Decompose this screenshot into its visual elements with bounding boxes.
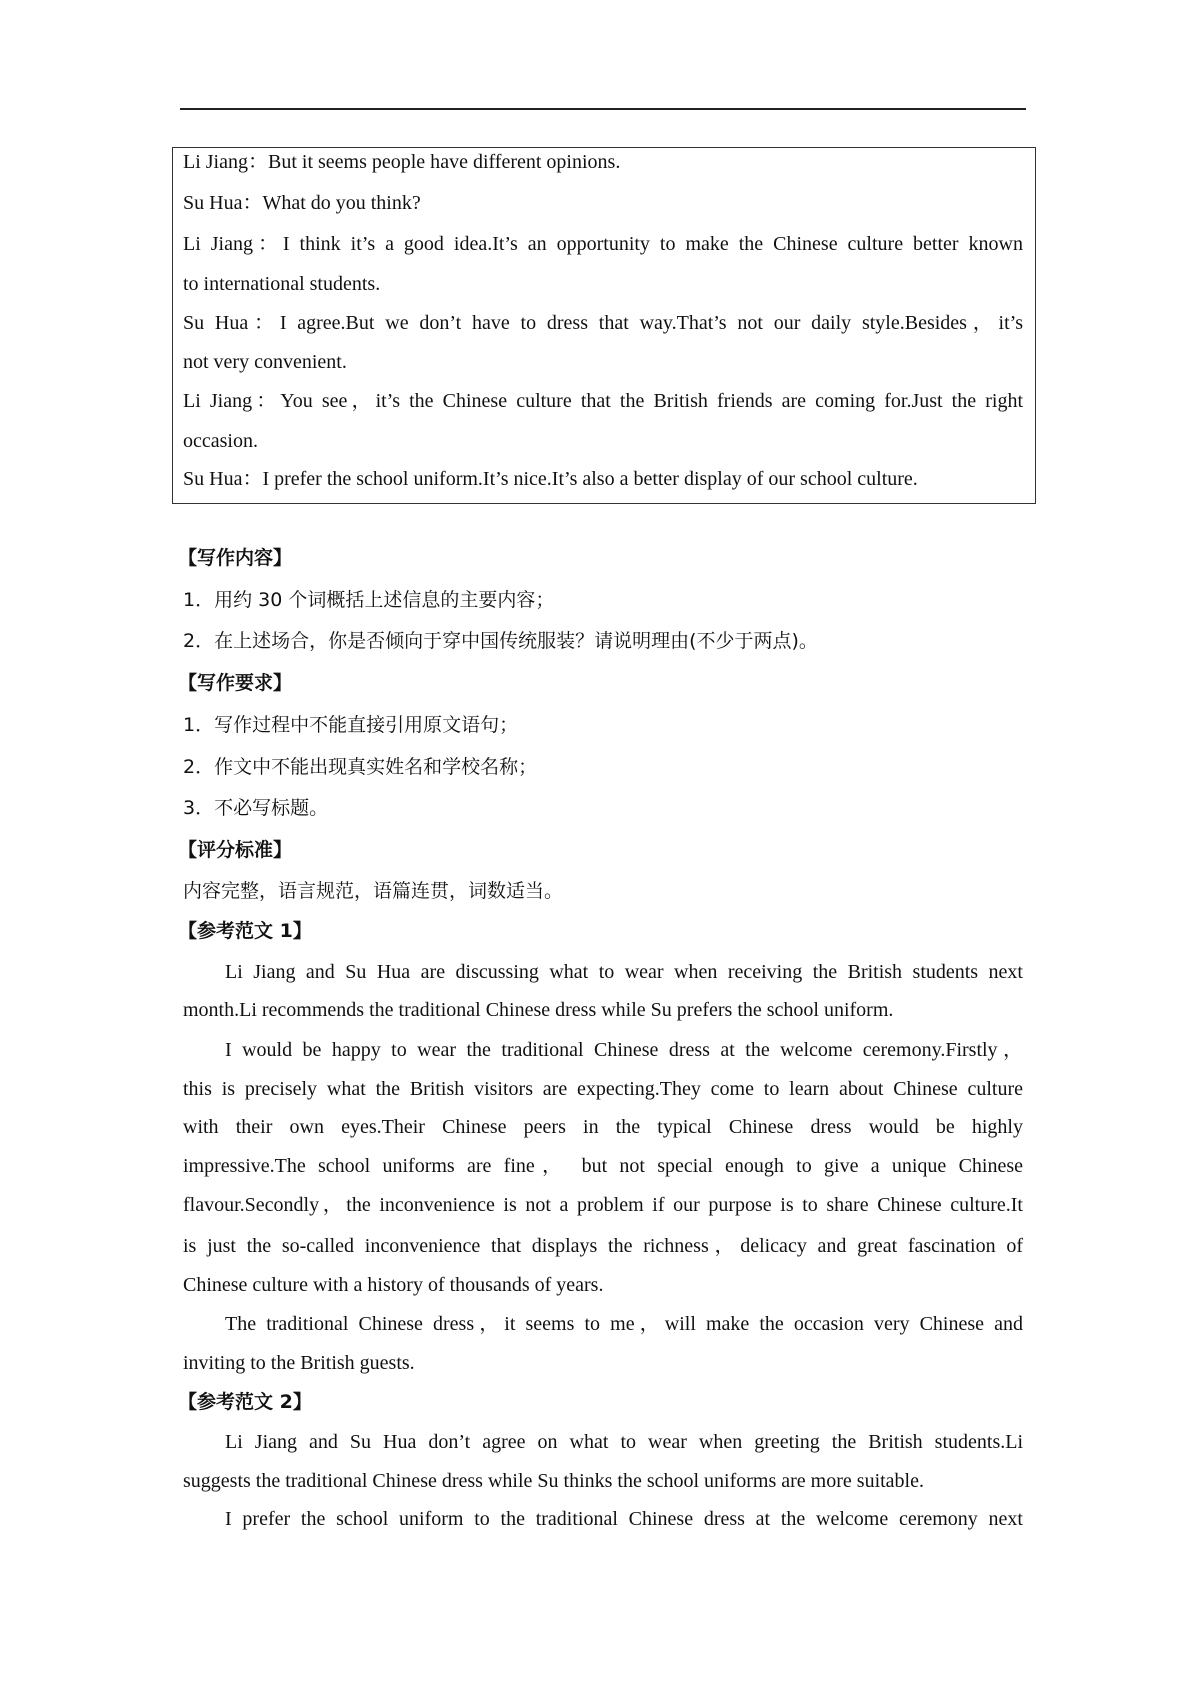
dialogue-line: Su Hua：What do you think? — [183, 192, 421, 214]
sample1-line: Chinese culture with a history of thousands of years. — [183, 1274, 604, 1296]
content-item: 1．用约 30 个词概括上述信息的主要内容； — [183, 589, 555, 611]
sample1-line: this is precisely what the British visitors are expecting.They come to learn about Chinese culture — [183, 1078, 1023, 1100]
dialogue-line: Li Jiang：You see，it’s the Chinese culture that the British friends are coming for.Just the right — [183, 390, 1023, 412]
sample1-heading: 【参考范文 1】 — [178, 920, 312, 942]
dialogue-line: Li Jiang：But it seems people have different opinions. — [183, 151, 621, 173]
header-rule — [180, 108, 1026, 110]
sample2-line: suggests the traditional Chinese dress while Su thinks the school uniforms are more suitable. — [183, 1470, 924, 1492]
sample1-line: flavour.Secondly，the inconvenience is not a problem if our purpose is to share Chinese culture.It — [183, 1194, 1023, 1216]
sample2-heading: 【参考范文 2】 — [178, 1391, 312, 1413]
dialogue-line: Li Jiang：I think it’s a good idea.It’s an opportunity to make the Chinese culture better known — [183, 233, 1023, 255]
dialogue-line: not very convenient. — [183, 351, 347, 373]
scoring-heading: 【评分标准】 — [178, 839, 293, 861]
requirements-item: 3．不必写标题。 — [183, 797, 329, 819]
dialogue-line: occasion. — [183, 430, 258, 452]
sample1-line: is just the so-called inconvenience that displays the richness，delicacy and great fascination of — [183, 1235, 1023, 1257]
dialogue-line: to international students. — [183, 273, 381, 295]
sample1-line: inviting to the British guests. — [183, 1352, 415, 1374]
scoring-text: 内容完整，语言规范，语篇连贯，词数适当。 — [183, 880, 564, 902]
sample1-line: Li Jiang and Su Hua are discussing what to wear when receiving the British students next — [225, 961, 1023, 983]
requirements-item: 1．写作过程中不能直接引用原文语句； — [183, 714, 519, 736]
content-item: 2．在上述场合，你是否倾向于穿中国传统服装？请说明理由(不少于两点)。 — [183, 630, 818, 652]
dialogue-line: Su Hua：I prefer the school uniform.It’s nice.It’s also a better display of our school culture. — [183, 468, 918, 490]
content-heading: 【写作内容】 — [178, 547, 293, 569]
sample1-line: The traditional Chinese dress，it seems to me，will make the occasion very Chinese and — [225, 1313, 1023, 1335]
sample1-line: month.Li recommends the traditional Chinese dress while Su prefers the school uniform. — [183, 999, 894, 1021]
requirements-heading: 【写作要求】 — [178, 672, 293, 694]
requirements-item: 2．作文中不能出现真实姓名和学校名称； — [183, 756, 538, 778]
sample1-line: with their own eyes.Their Chinese peers in the typical Chinese dress would be highly — [183, 1116, 1023, 1138]
dialogue-line: Su Hua：I agree.But we don’t have to dress that way.That’s not our daily style.Besides，it’s — [183, 312, 1023, 334]
sample1-line: I would be happy to wear the traditional Chinese dress at the welcome ceremony.Firstly， — [225, 1039, 1023, 1061]
sample2-line: I prefer the school uniform to the traditional Chinese dress at the welcome ceremony next — [225, 1508, 1023, 1530]
sample2-line: Li Jiang and Su Hua don’t agree on what to wear when greeting the British students.Li — [225, 1431, 1023, 1453]
sample1-line: impressive.The school uniforms are fine， but not special enough to give a unique Chinese — [183, 1155, 1023, 1177]
